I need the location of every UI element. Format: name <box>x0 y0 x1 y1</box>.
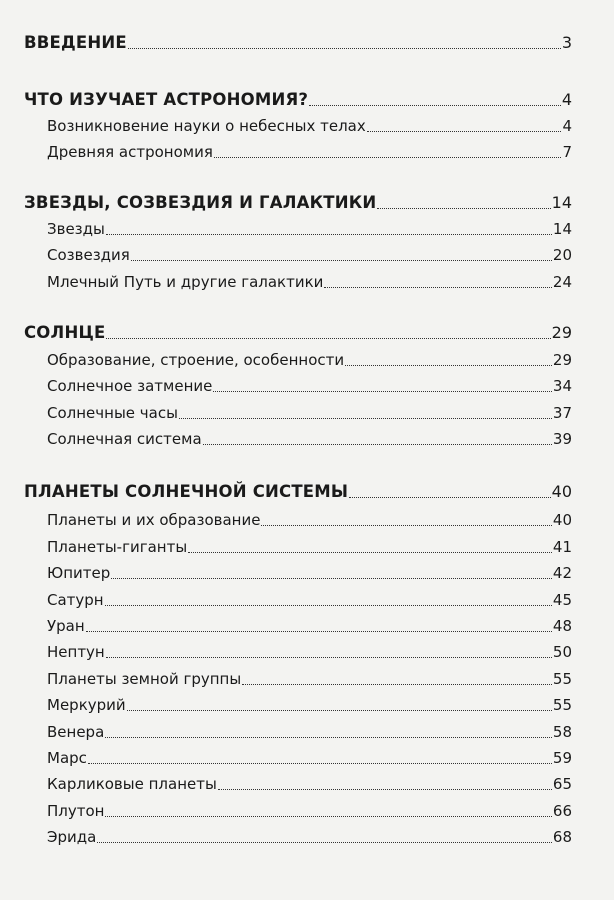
toc-entry-page: 29 <box>552 351 572 369</box>
toc-entry-page: 42 <box>552 564 572 582</box>
toc-entry-title: Солнечное затмение <box>47 377 213 395</box>
toc-entry-page: 39 <box>552 430 572 448</box>
toc-entry[interactable] <box>0 747 614 769</box>
toc-entry-title: Юпитер <box>47 564 111 582</box>
dot-leader <box>106 337 550 339</box>
toc-entry[interactable] <box>0 375 614 397</box>
toc-entry-page: 66 <box>552 802 572 820</box>
toc-entry-page: 48 <box>552 617 572 635</box>
dot-leader <box>324 286 551 288</box>
toc-entry[interactable] <box>0 271 614 293</box>
toc-entry[interactable] <box>0 694 614 716</box>
toc-entry-title: Марс <box>47 749 87 767</box>
dot-leader <box>179 417 552 419</box>
toc-entry[interactable] <box>0 402 614 424</box>
toc-entry-title: Млечный Путь и другие галактики <box>47 273 324 291</box>
toc-entry-page: 50 <box>552 643 572 661</box>
toc-entry-title: Венера <box>47 723 105 741</box>
toc-entry-page: 59 <box>552 749 572 767</box>
toc-entry-title: Сатурн <box>47 591 104 609</box>
toc-entry-title: Карликовые планеты <box>47 775 217 793</box>
toc-entry-title: Планеты и их образование <box>47 511 261 529</box>
dot-leader <box>349 496 550 498</box>
toc-entry-title: Эрида <box>47 828 97 846</box>
toc-entry-title: ЧТО ИЗУЧАЕТ АСТРОНОМИЯ? <box>24 90 309 109</box>
toc-entry-title: ВВЕДЕНИЕ <box>24 33 127 52</box>
toc-entry-title: Древняя астрономия <box>47 143 213 161</box>
toc-entry[interactable] <box>0 509 614 531</box>
dot-leader <box>128 47 561 49</box>
toc-entry[interactable] <box>0 773 614 795</box>
dot-leader <box>86 630 552 632</box>
dot-leader <box>345 364 552 366</box>
toc-entry[interactable] <box>0 115 614 137</box>
toc-entry-title: Солнечная система <box>47 430 202 448</box>
dot-leader <box>127 709 552 711</box>
toc-entry-page: 58 <box>552 723 572 741</box>
toc-entry[interactable] <box>0 615 614 637</box>
toc-entry[interactable] <box>0 89 614 111</box>
toc-entry-page: 55 <box>552 696 572 714</box>
toc-entry-title: Уран <box>47 617 85 635</box>
dot-leader <box>106 233 552 235</box>
toc-entry-title: Меркурий <box>47 696 126 714</box>
toc-entry-title: Планеты земной группы <box>47 670 242 688</box>
toc-entry-title: ПЛАНЕТЫ СОЛНЕЧНОЙ СИСТЕМЫ <box>24 482 349 501</box>
dot-leader <box>88 762 552 764</box>
toc-entry-page: 37 <box>552 404 572 422</box>
toc-entry-page: 4 <box>561 90 572 109</box>
toc-entry-page: 34 <box>552 377 572 395</box>
dot-leader <box>309 104 561 106</box>
toc-entry-title: Нептун <box>47 643 105 661</box>
toc-entry[interactable] <box>0 589 614 611</box>
toc-entry-page: 40 <box>552 511 572 529</box>
toc-entry-title: СОЛНЦЕ <box>24 323 106 342</box>
toc-entry-page: 65 <box>552 775 572 793</box>
toc-entry-page: 29 <box>551 323 572 342</box>
dot-leader <box>105 815 551 817</box>
dot-leader <box>97 841 552 843</box>
toc-entry-title: Плутон <box>47 802 105 820</box>
toc-entry-title: Созвездия <box>47 246 130 264</box>
toc-entry[interactable] <box>0 428 614 450</box>
dot-leader <box>367 130 562 132</box>
toc-entry-page: 14 <box>552 220 572 238</box>
toc-entry[interactable] <box>0 721 614 743</box>
dot-leader <box>188 551 552 553</box>
dot-leader <box>213 390 552 392</box>
dot-leader <box>105 604 552 606</box>
toc-entry[interactable] <box>0 826 614 848</box>
toc-entry-page: 41 <box>552 538 572 556</box>
toc-entry-page: 45 <box>552 591 572 609</box>
toc-entry[interactable] <box>0 641 614 663</box>
toc-entry[interactable] <box>0 141 614 163</box>
toc-entry-title: Звезды <box>47 220 105 238</box>
toc-entry-title: Образование, строение, особенности <box>47 351 345 369</box>
toc-entry-page: 20 <box>552 246 572 264</box>
toc-entry[interactable] <box>0 192 614 214</box>
toc-entry[interactable] <box>0 218 614 240</box>
toc-entry-page: 68 <box>552 828 572 846</box>
toc-entry[interactable] <box>0 668 614 690</box>
toc-entry[interactable] <box>0 32 614 54</box>
toc-entry[interactable] <box>0 244 614 266</box>
toc-entry[interactable] <box>0 562 614 584</box>
toc-entry-page: 40 <box>551 482 572 501</box>
toc-entry-title: Солнечные часы <box>47 404 178 422</box>
dot-leader <box>131 259 552 261</box>
toc-entry[interactable] <box>0 800 614 822</box>
dot-leader <box>214 156 562 158</box>
dot-leader <box>105 736 552 738</box>
toc-entry-page: 4 <box>562 117 572 135</box>
dot-leader <box>218 788 552 790</box>
toc-entry[interactable] <box>0 481 614 503</box>
toc-entry-page: 24 <box>552 273 572 291</box>
toc-entry-title: Возникновение науки о небесных телах <box>47 117 366 135</box>
dot-leader <box>111 577 552 579</box>
toc-entry[interactable] <box>0 322 614 344</box>
toc-entry-page: 55 <box>552 670 572 688</box>
toc-entry[interactable] <box>0 349 614 371</box>
dot-leader <box>242 683 552 685</box>
toc-entry-page: 14 <box>551 193 572 212</box>
toc-entry-page: 7 <box>562 143 572 161</box>
toc-entry-title: ЗВЕЗДЫ, СОЗВЕЗДИЯ И ГАЛАКТИКИ <box>24 193 377 212</box>
toc-entry-page: 3 <box>561 33 572 52</box>
dot-leader <box>377 207 550 209</box>
toc-entry[interactable] <box>0 536 614 558</box>
toc-entry-title: Планеты-гиганты <box>47 538 188 556</box>
dot-leader <box>106 656 552 658</box>
dot-leader <box>203 443 552 445</box>
dot-leader <box>261 524 551 526</box>
